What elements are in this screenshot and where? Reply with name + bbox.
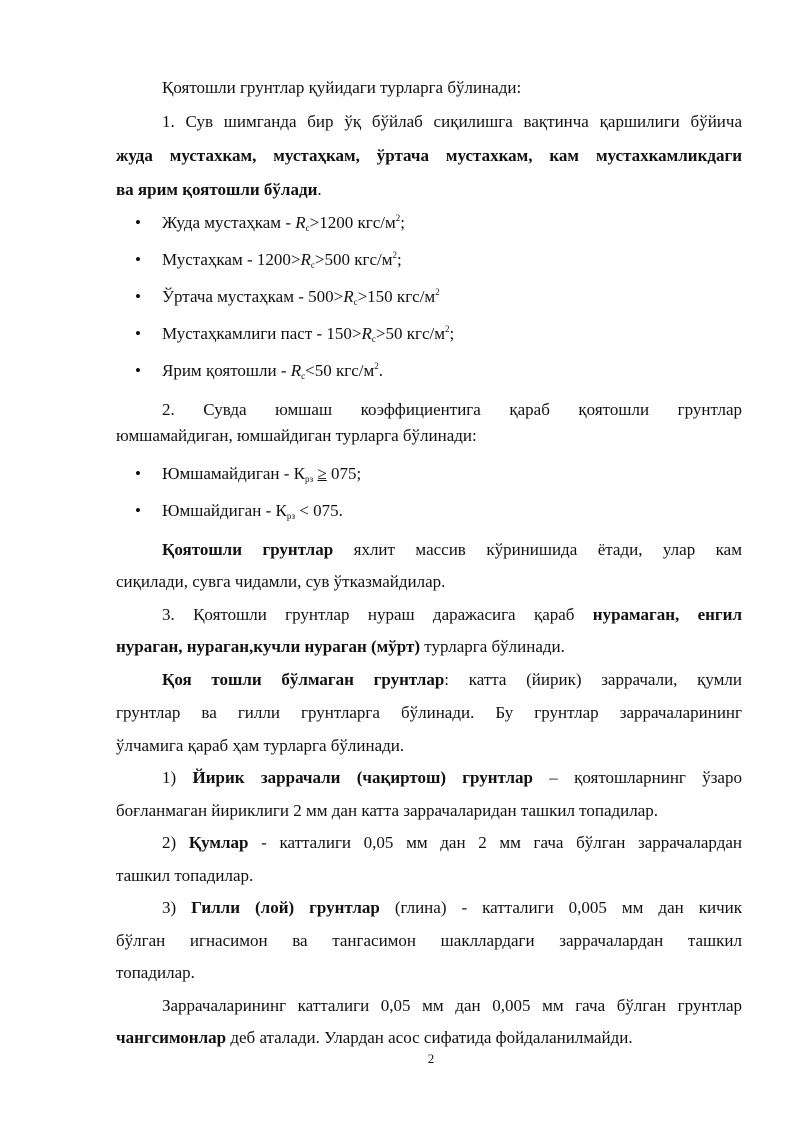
list-item: • Мустаҳкам - $1200>R_c>500$ кгс/$м^2$; — [135, 250, 402, 270]
paragraph-strength-line2: жуда мустахкам, мустаҳкам, ўртача мустахкам, кам мустахкамликдаги — [116, 146, 742, 165]
paragraph-weathering-line2: нураган, нураган,кучли нураган (мўрт) турларга бўлинади. — [116, 637, 565, 656]
paragraph-intro: Қоятошли грунтлар қуйидаги турларга бўлинади: — [162, 78, 522, 97]
list-item: • Жуда мустаҳкам - $R_c>1200$ кгс/$м^2$; — [135, 213, 405, 233]
list-item: • Ўртача мустаҳкам - $500>R_c>150$ кгс/$м^2$ — [135, 287, 440, 307]
paragraph-silt-line1: Заррачаларининг катталиги 0,05 мм дан 0,005 мм гача бўлган грунтлар — [162, 996, 742, 1015]
paragraph-silt-line2: чангсимонлар деб аталади. Улардан асос сифатида фойдаланилмайди. — [116, 1028, 633, 1047]
bullet-icon: • — [135, 464, 141, 483]
paragraph-rock-line1: Қоятошли грунтлар яхлит массив кўринишида ётади, улар кам — [162, 540, 742, 559]
paragraph-sand-line1: 2) Қумлар - катталиги 0,05 мм дан 2 мм гача бўлган заррачалардан — [162, 833, 742, 852]
paragraph-coarse-line1: 1) Йирик заррачали (чақиртош) грунтлар – қоятошларнинг ўзаро — [162, 768, 742, 787]
paragraph-clay-line2: бўлган игнасимон ва тангасимон шакллардаги заррачалардан ташкил — [116, 931, 742, 950]
list-item: • Юмшайдиган - $К_{рз} < 075$. — [135, 501, 343, 521]
paragraph-rock-line2: сиқилади, сувга чидамли, сув ўтказмайдилар. — [116, 572, 446, 591]
bullet-icon: • — [135, 250, 141, 269]
paragraph-sand-line2: ташкил топадилар. — [116, 866, 254, 885]
list-item: • Ярим қоятошли - $R_c<50$ кгс/$м^2$. — [135, 361, 383, 381]
bullet-icon: • — [135, 213, 141, 232]
paragraph-softening-line2: юмшамайдиган, юмшайдиган турларга бўлинади: — [116, 426, 477, 445]
paragraph-nonrock-line2: грунтлар ва гилли грунтларга бўлинади. Бу грунтлар заррачаларининг — [116, 703, 742, 722]
list-item: • Мустаҳкамлиги паст - $150>R_c>50$ кгс/$м^2$; — [135, 324, 455, 344]
paragraph-coarse-line2: боғланмаган йириклиги 2 мм дан катта заррачаларидан ташкил топадилар. — [116, 801, 659, 820]
bullet-icon: • — [135, 501, 141, 520]
paragraph-clay-line1: 3) Гилли (лой) грунтлар (глина) - катталиги 0,005 мм дан кичик — [162, 898, 742, 917]
paragraph-clay-line3: топадилар. — [116, 963, 195, 982]
bullet-icon: • — [135, 324, 141, 343]
paragraph-nonrock-line1: Қоя тошли бўлмаган грунтлар: катта (йирик) заррачали, қумли — [162, 670, 742, 689]
bullet-icon: • — [135, 287, 141, 306]
paragraph-softening-line1: 2. Сувда юмшаш коэффициентига қараб қоятошли грунтлар — [162, 400, 742, 419]
list-item: • Юмшамайдиган - $К_{рз} \ge 075$; — [135, 464, 362, 484]
bullet-icon: • — [135, 361, 141, 380]
paragraph-strength-line1: 1. Сув шимганда бир ўқ бўйлаб сиқилишга вақтинча қаршилиги бўйича — [162, 112, 742, 131]
page-number: 2 — [427, 1051, 435, 1066]
paragraph-weathering-line1: 3. Қоятошли грунтлар нураш даражасига қараб нурамаган, енгил — [162, 605, 742, 624]
paragraph-strength-line3: ва ярим қоятошли бўлади. — [116, 180, 322, 199]
paragraph-nonrock-line3: ўлчамига қараб ҳам турларга бўлинади. — [116, 736, 405, 755]
